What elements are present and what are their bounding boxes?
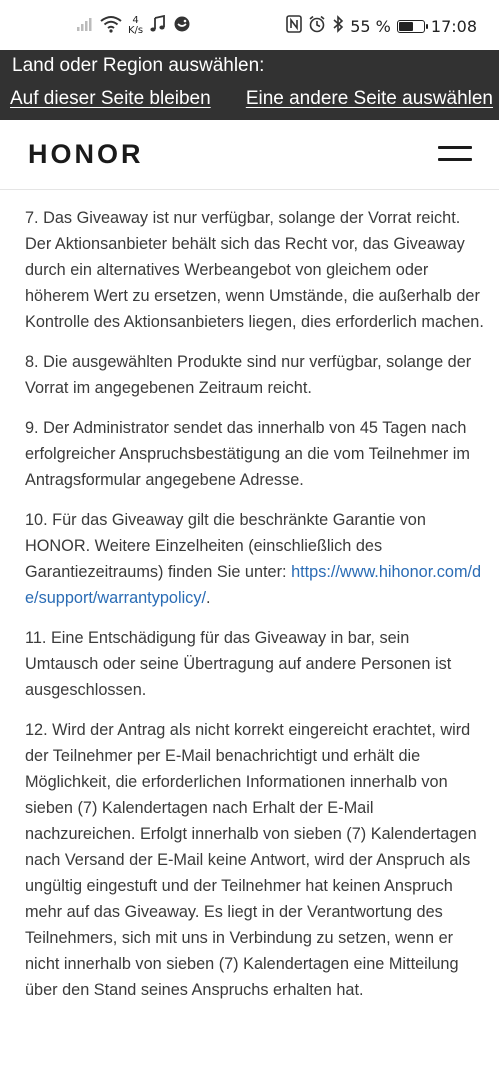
site-header [0,120,499,190]
region-banner-title: Land oder Region auswählen: [12,55,265,76]
signal-icon [76,16,94,36]
honor-logo[interactable]: HONOR [28,139,144,169]
status-right [286,14,477,38]
status-left [76,14,191,38]
term-text: . [206,589,211,607]
hamburger-menu-icon[interactable] [438,144,472,164]
term-item: 12. Wird der Antrag als nicht korrekt eingereicht erachtet, wird der Teilnehmer per E-Mail benachrichtigt und erhält die Möglichkeit, die erforderlichen Informationen innerhalb von sieben (7) Kalendertagen nach Erhalt der E-Mail nachzureichen. Erfolgt innerhalb von sieben (7) Kalendertagen nach Versand der E-Mail keine Antwort, wird der Anspruch als ungültig eingestuft und der Teilnehmer hat keinen Anspruch mehr auf das Giveaway. Es liegt in der Verantwortung des Teilnehmers, sich mit uns in Verbindung zu setzen, wenn er nicht innerhalb von sieben (7) Kalendertagen eine Mitteilung über den Stand seines Anspruchs erhalten hat. [25,721,477,999]
terms-content [25,205,485,1017]
nfc-icon [286,15,302,37]
term-item [25,507,485,611]
alarm-icon [308,15,326,37]
wifi-icon [100,15,122,37]
battery-fill [399,22,413,31]
battery-percent: 55 % [350,16,391,36]
network-speed [128,16,143,36]
menu-line [438,146,472,149]
term-item: 11. Eine Entschädigung für das Giveaway in bar, sein Umtausch oder seine Übertragung auf andere Personen ist ausgeschlossen. [25,629,452,699]
warranty-policy-link[interactable]: https://www.hihonor.com/de/support/warrantypolicy/ [25,563,482,607]
choose-other-page-link[interactable]: Eine andere Seite auswählen [245,88,493,109]
clock: 17:08 [430,16,477,36]
term-text: 10. Für das Giveaway gilt die beschränkte Garantie von HONOR. Weitere Einzelheiten (einschließlich des Garantiezeitraums) finden Sie unter: [25,511,426,581]
region-banner-links [10,87,493,111]
term-item: 9. Der Administrator sendet das innerhalb von 45 Tagen nach erfolgreicher Anspruchsbestätigung an die vom Teilnehmer im Antragsformular angegebene Adresse. [25,419,470,489]
music-note-icon [149,15,167,37]
assistant-icon [173,15,191,37]
network-speed-value: 4 [132,15,139,26]
term-item: 7. Das Giveaway ist nur verfügbar, solange der Vorrat reicht. Der Aktionsanbieter behält sich das Recht vor, das Giveaway durch ein alternatives Werbeangebot von gleichem oder höherem Wert zu ersetzen, wenn Umstände, die außerhalb der Kontrolle des Aktionsanbieters liegen, dies erforderlich machen. [25,209,484,331]
menu-line [438,158,472,161]
network-speed-unit: K/s [128,25,144,36]
bluetooth-icon [332,15,344,37]
status-bar [0,0,499,50]
battery-icon [397,20,425,33]
stay-on-page-link[interactable]: Auf dieser Seite bleiben [10,88,211,109]
region-banner [0,50,499,120]
term-item: 8. Die ausgewählten Produkte sind nur verfügbar, solange der Vorrat im angegebenen Zeitraum reicht. [25,353,472,397]
